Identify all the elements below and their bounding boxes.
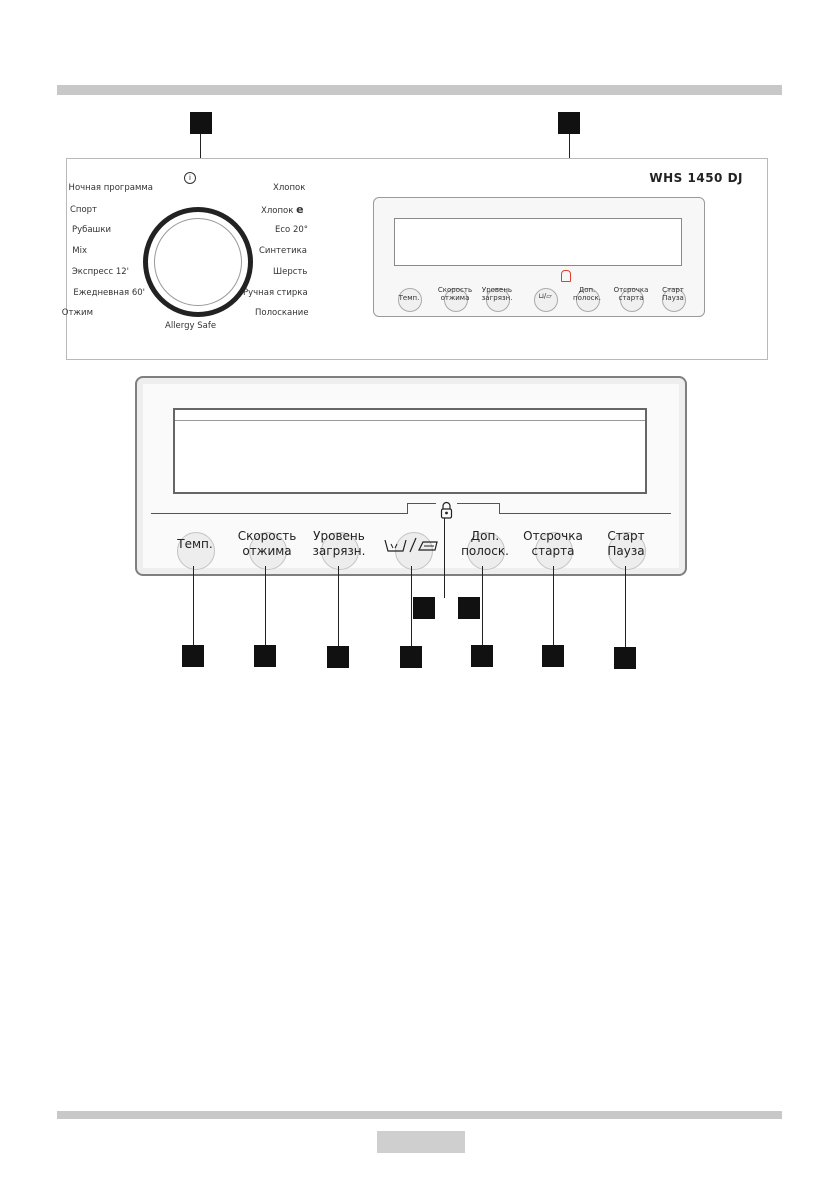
- program-label-left: Отжим: [61, 308, 93, 318]
- divider-line: [499, 513, 671, 514]
- callout-line-start: [625, 566, 626, 648]
- program-selector-dial[interactable]: [143, 207, 253, 317]
- callout-line-temp: [193, 566, 194, 648]
- soil-level-button-label: [294, 529, 384, 559]
- tub-iron-svg: [383, 536, 443, 554]
- label-line: старта: [531, 544, 575, 558]
- callout-marker-delay: [542, 645, 564, 667]
- callout-marker-lock: [458, 597, 480, 619]
- mini-label: Уровень загрязн.: [481, 286, 513, 302]
- callout-line-rinse: [482, 566, 483, 648]
- callout-line-soil: [338, 566, 339, 648]
- mini-label: Доп. полоск.: [573, 286, 601, 302]
- program-label-left: Экспресс 12': [71, 267, 129, 277]
- callout-marker-prewash: [400, 646, 422, 668]
- prewash-iron-icon: [383, 536, 443, 558]
- mini-display-panel: [373, 197, 705, 317]
- mini-lock-icon: [561, 270, 571, 282]
- bracket-right: [457, 503, 500, 514]
- program-label-left: Спорт: [69, 205, 97, 215]
- info-icon: i: [184, 172, 196, 184]
- bracket-left: [407, 503, 436, 514]
- label-line: Пауза: [607, 544, 645, 558]
- temp-button-label: Темп.: [177, 537, 213, 551]
- callout-marker-soil: [327, 646, 349, 668]
- page-number-box: [377, 1131, 465, 1153]
- mini-prewash-icon: ⊔/▱: [538, 292, 552, 300]
- callout-line-lock: [444, 518, 445, 598]
- callout-marker-display: [558, 112, 580, 134]
- callout-line-prewash: [411, 566, 412, 648]
- program-label-left: Ночная программа: [68, 183, 153, 193]
- label-line: Уровень: [313, 529, 365, 543]
- mini-label: Отсрочка старта: [613, 286, 649, 302]
- program-label-right: Хлопок: [273, 183, 306, 193]
- callout-marker-dial: [190, 112, 212, 134]
- control-panel-overview: [61, 158, 768, 360]
- label-line: Старт: [607, 529, 645, 543]
- label-line: Скорость: [237, 529, 297, 543]
- model-label: WHS 1450 DJ: [649, 171, 743, 185]
- program-label-right: Eco 20°: [275, 225, 309, 235]
- program-label-left: Рубашки: [71, 225, 111, 235]
- callout-marker-rinse: [471, 645, 493, 667]
- label-line: Отсрочка: [523, 529, 583, 543]
- mini-label: Старт Пауза: [662, 286, 684, 302]
- mini-label: Скорость отжима: [437, 286, 473, 302]
- mini-display: [394, 218, 682, 266]
- bottom-rule: [57, 1111, 782, 1119]
- callout-marker-temp: [182, 645, 204, 667]
- control-panel-detail: [135, 376, 687, 576]
- dial-face: [154, 218, 242, 306]
- program-label-left: Mix: [72, 246, 87, 256]
- label-line: полоск.: [461, 544, 509, 558]
- program-label-right: Шерсть: [273, 267, 308, 277]
- callout-line-spin: [265, 566, 266, 648]
- lock-icon: [440, 501, 453, 519]
- program-label-left: Ежедневная 60': [73, 288, 145, 298]
- label-line: отжима: [242, 544, 292, 558]
- program-label-right: Полоскание: [255, 308, 309, 318]
- display-window: [173, 408, 647, 494]
- program-label-bottom: Allergy Safe: [165, 321, 217, 331]
- program-label-right: Синтетика: [259, 246, 308, 256]
- program-label-right: Ручная стирка: [243, 288, 308, 298]
- divider-line: [151, 513, 407, 514]
- callout-marker-spin: [254, 645, 276, 667]
- label-line: загрязн.: [312, 544, 366, 558]
- callout-marker-prewash-indicator: [413, 597, 435, 619]
- eco-icon: e: [296, 203, 304, 216]
- start-pause-button-label: [581, 529, 671, 559]
- program-label-right: [261, 205, 304, 216]
- top-rule: [57, 85, 782, 95]
- callout-line-delay: [553, 566, 554, 648]
- program-text: Хлопок: [261, 206, 294, 216]
- label-line: Доп.: [470, 529, 500, 543]
- mini-label: Темп.: [398, 294, 420, 302]
- callout-marker-start: [614, 647, 636, 669]
